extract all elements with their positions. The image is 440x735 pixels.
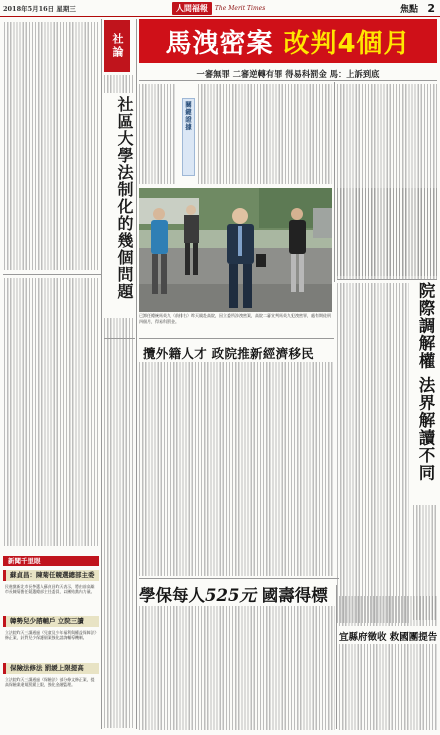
- masthead-english: The Merit Times: [214, 4, 266, 12]
- divider: [3, 274, 101, 275]
- editorial-intro-text: [104, 75, 135, 93]
- brief-body: 民進黨新北市長參選人蘇貞昌昨天表示，將由前高雄市長陳菊擔任競選總部主任委員，以團結黨內力量。: [5, 584, 95, 595]
- story2-headline: 攬外籍人才 政院推新經濟移民: [143, 346, 315, 361]
- story5-lead-text: [339, 596, 437, 626]
- lead-photo-image: [139, 188, 332, 312]
- brief-body: 立法院昨天三讀通過《保險法》部分條文修正案，提高保險業違規罰鍰上限，強化金融監理。: [5, 677, 95, 688]
- divider: [139, 338, 334, 339]
- left-article-text-2: [4, 278, 100, 546]
- page-number: 2: [427, 1, 435, 15]
- brief-heading: 韓勢兒少諮輔戶 立院三讀: [3, 616, 99, 627]
- brief-heading: 保險法修法 罰緩上限提高: [3, 663, 99, 674]
- lead-photo: [139, 188, 332, 312]
- divider: [139, 80, 437, 81]
- story3-text: [139, 606, 335, 730]
- issue-date: 2018年5月16日 星期三: [3, 4, 76, 13]
- lead-subheadline: 一審無罪 二審逆轉有罪 得易科罰金 馬：上訴到底: [196, 69, 380, 79]
- photo-caption: 已卸任總統馬英九（前排右）昨天親赴高院，因立委所涉洩密案，高院二審宣判馬英九犯洩密罪，處有期徒刑四個月，得易科罰金。: [139, 313, 331, 324]
- left-article-text: [4, 22, 100, 270]
- divider: [104, 338, 135, 339]
- story5-text: [339, 644, 437, 730]
- brief-heading: 蘇貞昌：陳菊任競選總部主委: [3, 570, 99, 581]
- story3-headline: [139, 582, 339, 606]
- divider: [337, 279, 437, 280]
- story3-headline-amount: 525元: [205, 586, 256, 605]
- story2-text: [139, 362, 334, 576]
- lead-article-text-4: [337, 188, 437, 276]
- lead-headline: [139, 19, 437, 63]
- story3-headline-suffix: 國壽得標: [261, 586, 328, 605]
- lead-headline-part2: 改判4個月: [283, 28, 411, 59]
- editorial-title: 社區大學法制化的幾個問題: [115, 96, 134, 300]
- story3-headline-prefix: 學保每人: [139, 586, 205, 605]
- briefs-title: 新聞千里眼: [3, 556, 99, 566]
- story4-headline: 院際調解權 法界解讀不同: [416, 282, 435, 482]
- column-rule: [101, 19, 102, 729]
- divider: [139, 578, 339, 579]
- lead-headline-part1: 馬洩密案: [165, 28, 274, 59]
- page-header: [0, 0, 440, 17]
- brief-body: 立法院昨天三讀通過《兒童及少年福利與權益保障法》修正案，針對兒少保護個案強化諮詢輔導機制。: [5, 630, 97, 641]
- editorial-tag: 社論: [104, 20, 130, 72]
- side-badge: 關鍵證據: [182, 98, 195, 176]
- editorial-body: [104, 318, 135, 728]
- story5-headline: 宜縣府徵收 救國團提告: [339, 632, 438, 643]
- newspaper-logo: 人間福報: [172, 2, 212, 15]
- column-rule: [136, 19, 137, 729]
- column-rule: [334, 82, 335, 282]
- section-name: 焦點: [399, 4, 418, 15]
- lead-article-text: [139, 84, 176, 184]
- lead-article-text-2: [198, 84, 332, 184]
- column-rule: [336, 585, 337, 729]
- story4-text: [337, 283, 409, 623]
